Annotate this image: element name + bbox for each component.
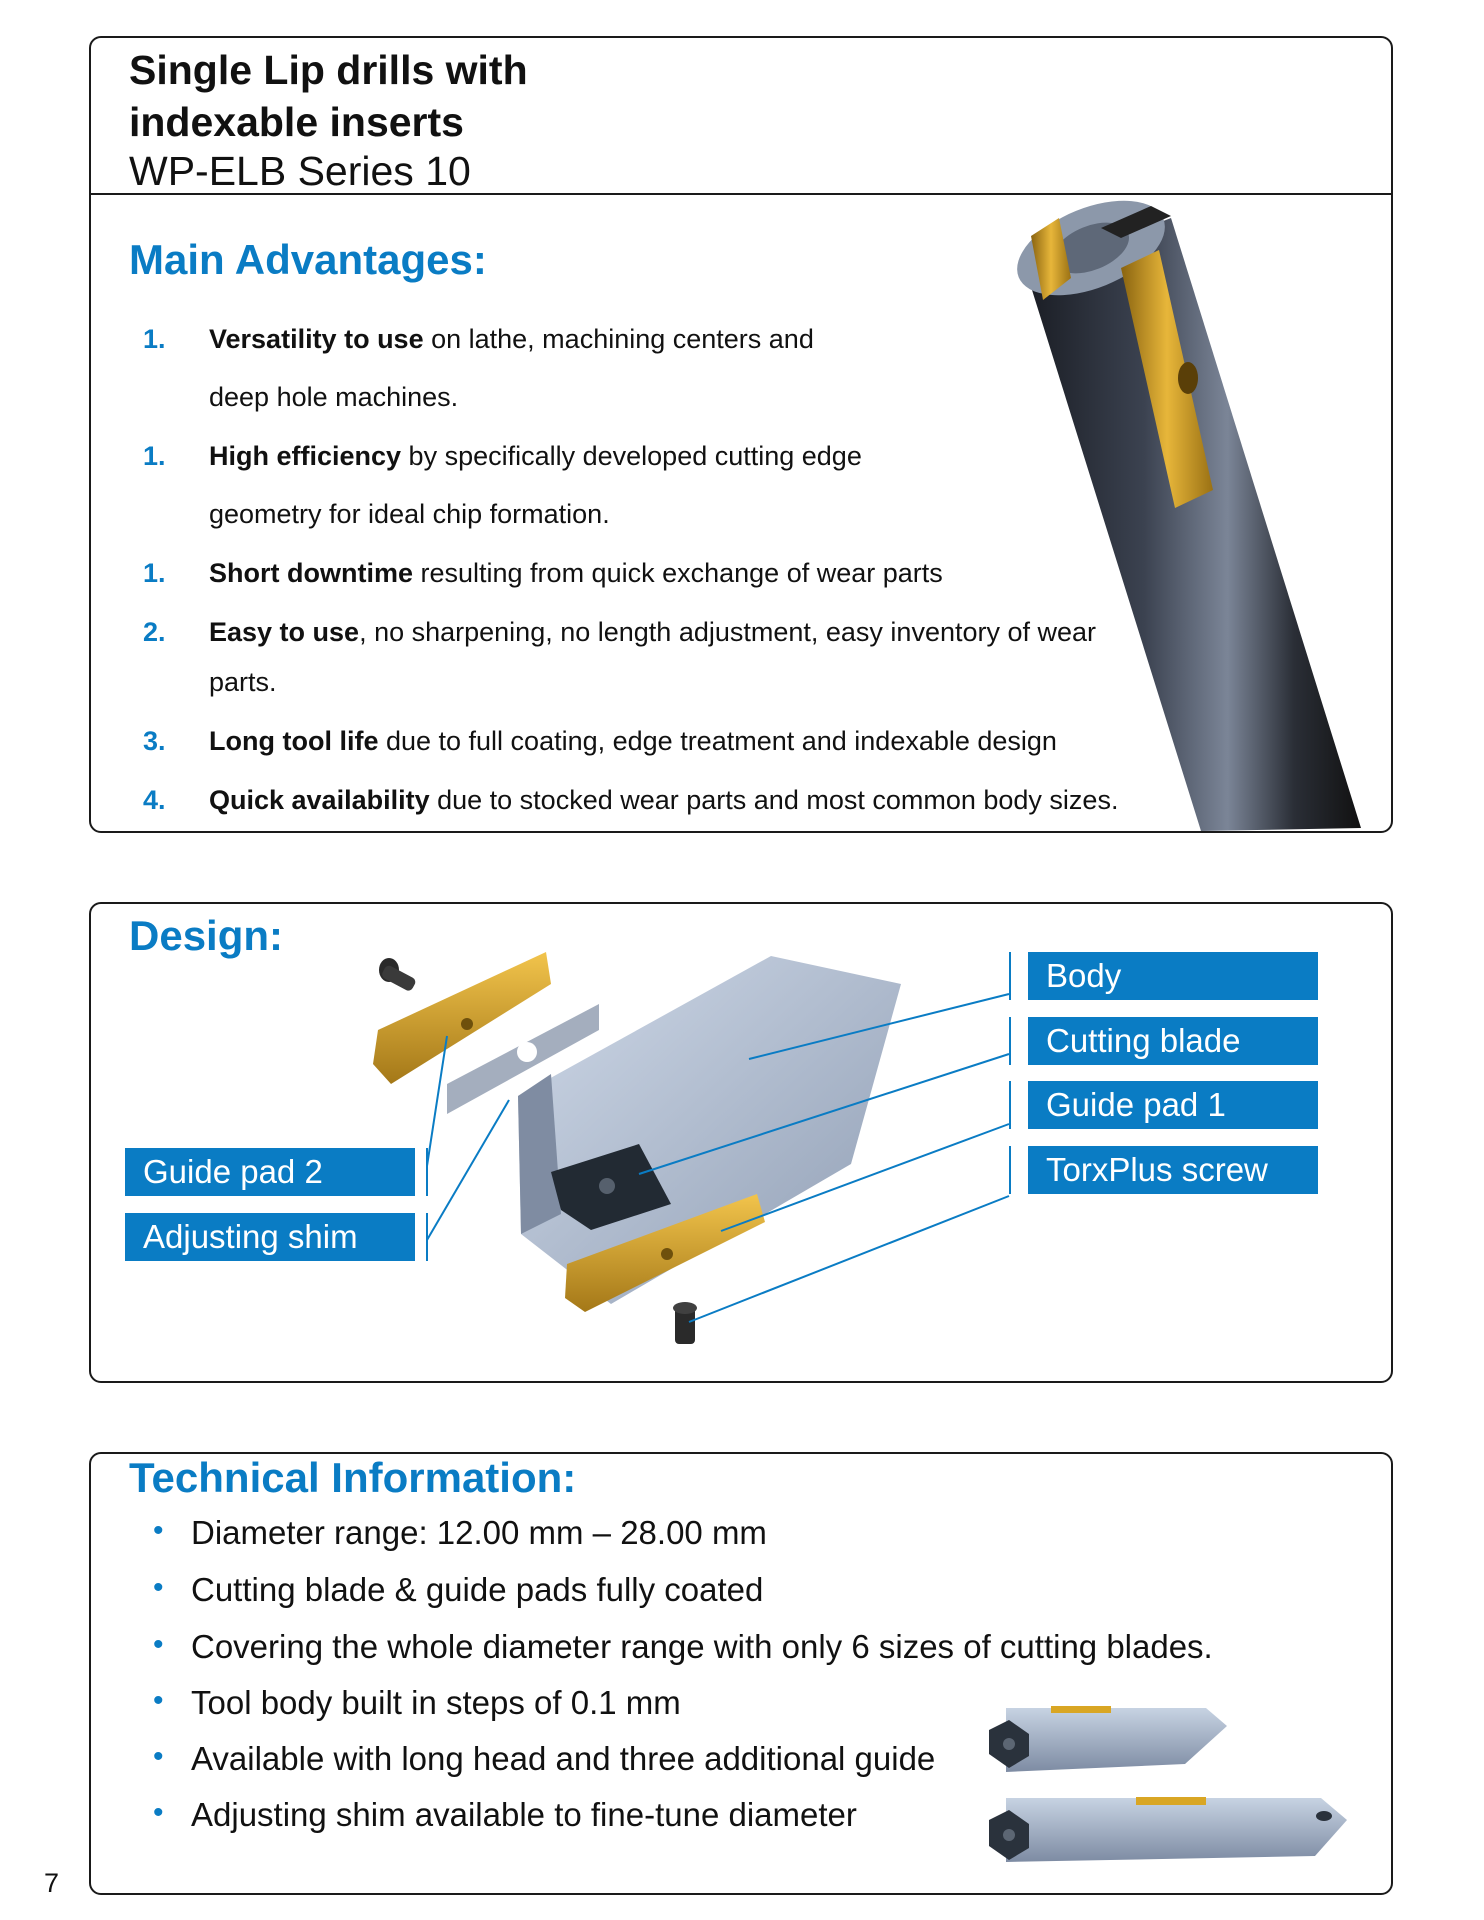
label-body: Body [1028,952,1318,1000]
short-head-body [1006,1708,1227,1772]
design-panel [89,902,1393,1383]
advantages-panel [89,36,1393,833]
technical-title: Technical Information: [129,1454,577,1501]
page-number: 7 [44,1868,60,1898]
advantages-list: 1. Versatility to use on lathe, machining centers and deep hole machines. 1. High efficiency by specifically developed cutting edge geometry for ideal chip formation. 1. Short downtime resulting from quick exchange of wear parts 2. Easy to use, no sharpening, no length adjustment, easy inventory of wear parts. 3. Long tool life due to full coating, edge treatment and indexable design 4. Quick availability due to stocked wear parts and most common body sizes. [143,324,1119,815]
label-guide-pad-2: Guide pad 2 [125,1148,415,1196]
design-title: Design: [129,912,284,959]
label-torxplus-screw: TorxPlus screw [1028,1146,1318,1194]
long-head-body [1006,1798,1347,1862]
label-guide-pad-1: Guide pad 1 [1028,1081,1318,1129]
label-cutting-blade: Cutting blade [1028,1017,1318,1065]
page-title: Single Lip drills with indexable inserts [129,47,528,145]
page-subtitle: WP-ELB Series 10 [129,148,471,194]
body-part [518,956,901,1304]
advantages-title: Main Advantages: [129,236,487,283]
technical-panel: Technical Information: • Diameter range: 12.00 mm – 28.00 mm • Cutting blade & guide pads fully coated • Covering the whole diameter range with only 6 sizes of cutting blades. • Tool body built in steps of 0.1 mm • Available with long head and three additional guide • Adjusting shim available to fine-tune diameter [89,1452,1393,1895]
label-adjusting-shim: Adjusting shim [125,1213,415,1261]
